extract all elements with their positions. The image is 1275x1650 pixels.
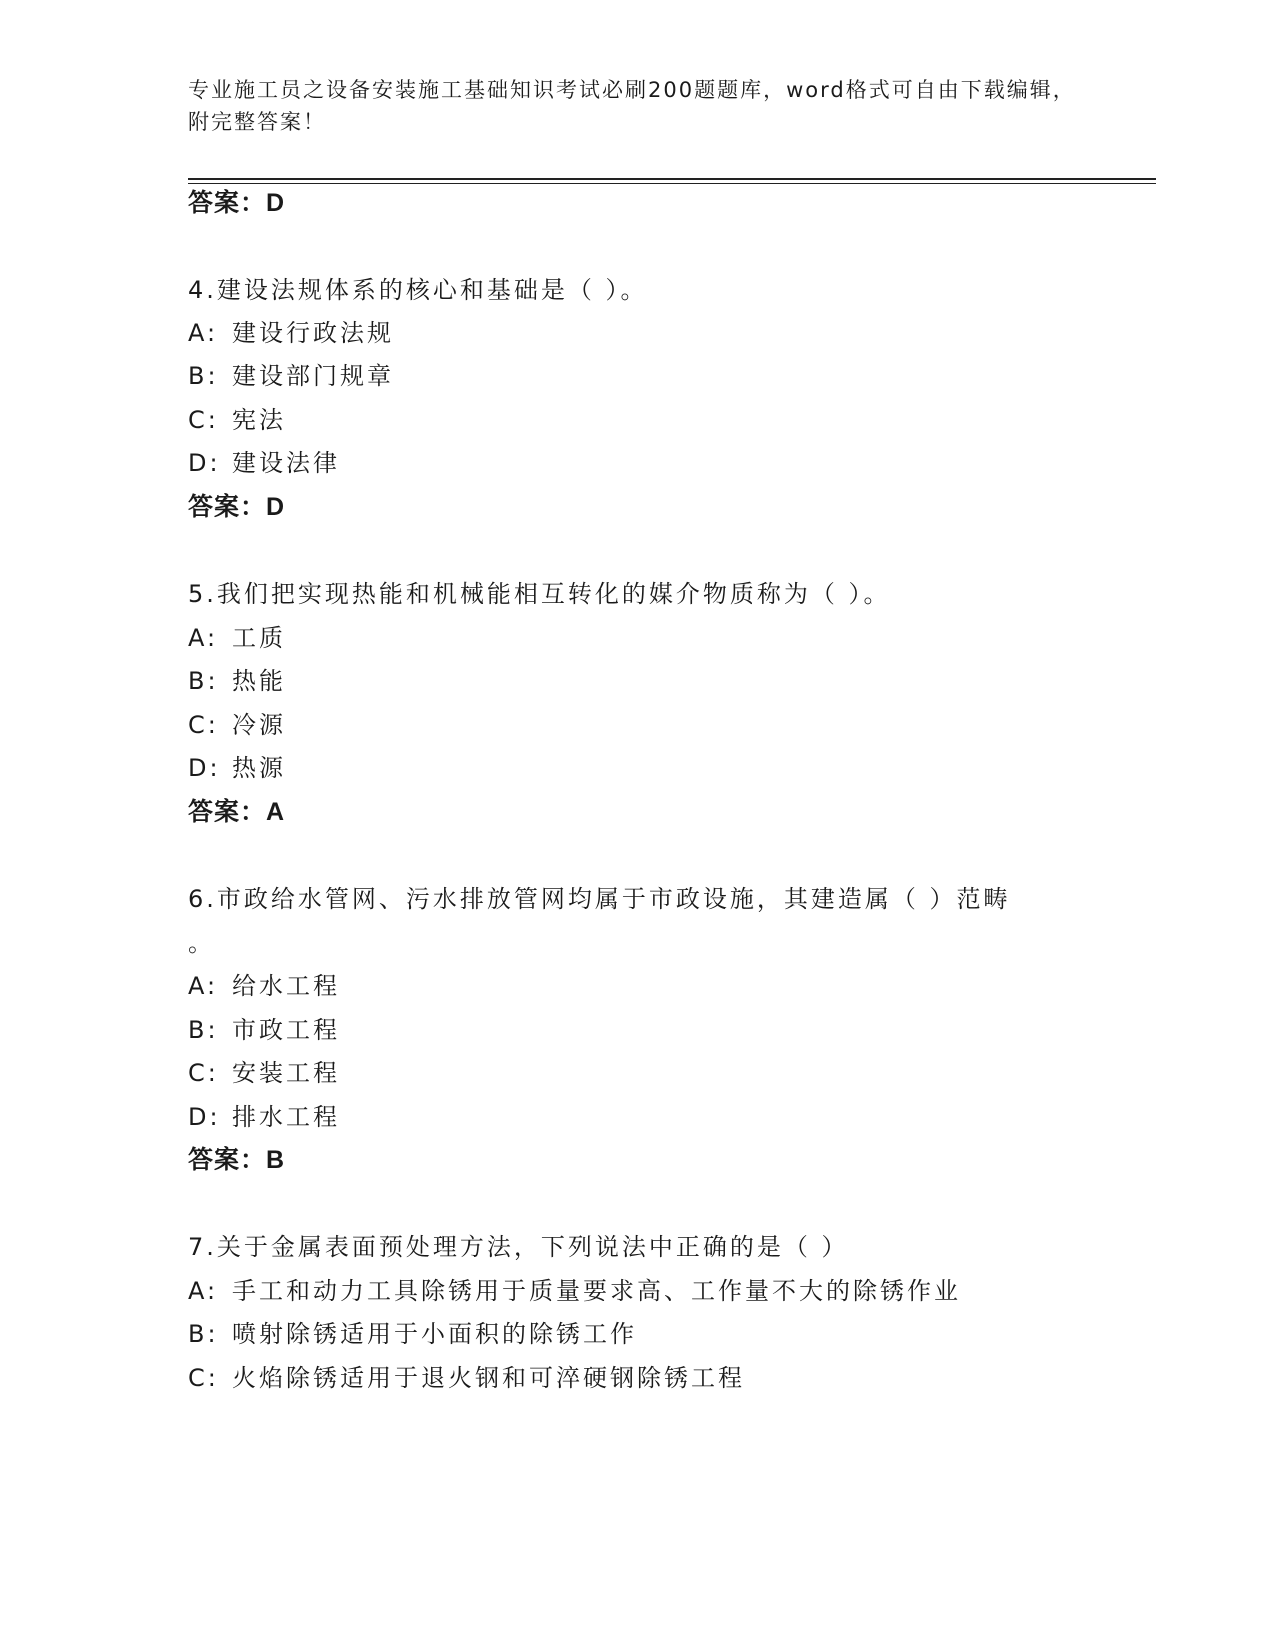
option-text: 火焰除锈适用于退火钢和可淬硬钢除锈工程: [232, 1364, 745, 1392]
question-4-stem: 4.建设法规体系的核心和基础是（ ）。: [188, 276, 648, 304]
option-letter: B:: [188, 1016, 219, 1044]
option-text: 市政工程: [232, 1016, 340, 1044]
option-text: 手工和动力工具除锈用于质量要求高、工作量不大的除锈作业: [232, 1277, 961, 1305]
header-divider-thick: [188, 178, 1156, 180]
question-4-option-c: [188, 403, 286, 437]
option-text: 建设部门规章: [232, 362, 394, 390]
option-letter: D:: [188, 1103, 221, 1131]
option-letter: D:: [188, 754, 221, 782]
question-7-option-b: [188, 1317, 637, 1351]
answer-q5: 答案：A: [188, 798, 286, 826]
option-letter: C:: [188, 1364, 219, 1392]
header-divider-thin: [188, 183, 1156, 184]
option-letter: D:: [188, 449, 221, 477]
question-5-option-b: [188, 664, 286, 698]
question-7-option-c: [188, 1361, 745, 1395]
question-7-option-a: [188, 1274, 961, 1308]
question-4-option-b: [188, 359, 394, 393]
question-6-option-d: [188, 1100, 340, 1134]
option-letter: C:: [188, 406, 219, 434]
answer-q3: 答案：D: [188, 189, 286, 217]
option-text: 热源: [232, 754, 286, 782]
question-6-stem-line1: 6.市政给水管网、污水排放管网均属于市政设施，其建造属（ ）范畴: [188, 885, 1011, 913]
option-letter: B:: [188, 667, 219, 695]
question-6-option-b: [188, 1013, 340, 1047]
option-text: 建设法律: [232, 449, 340, 477]
option-letter: A:: [188, 1277, 219, 1305]
option-text: 建设行政法规: [232, 319, 394, 347]
question-4-option-a: [188, 316, 394, 350]
option-text: 排水工程: [232, 1103, 340, 1131]
question-6-stem-line2: 。: [188, 929, 215, 957]
option-letter: A:: [188, 319, 219, 347]
answer-q6: 答案：B: [188, 1146, 286, 1174]
option-letter: A:: [188, 972, 219, 1000]
question-7-stem: 7.关于金属表面预处理方法，下列说法中正确的是（ ）: [188, 1233, 849, 1261]
option-letter: B:: [188, 1320, 219, 1348]
option-letter: C:: [188, 711, 219, 739]
option-text: 喷射除锈适用于小面积的除锈工作: [232, 1320, 637, 1348]
option-text: 安装工程: [232, 1059, 340, 1087]
option-letter: C:: [188, 1059, 219, 1087]
question-6-option-c: [188, 1056, 340, 1090]
page-header: 专业施工员之设备安装施工基础知识考试必刷200题题库，word格式可自由下载编辑，附完整答案！: [188, 78, 1076, 134]
option-letter: A:: [188, 624, 219, 652]
question-5-stem: 5.我们把实现热能和机械能相互转化的媒介物质称为（ ）。: [188, 580, 891, 608]
question-6-option-a: [188, 969, 340, 1003]
option-text: 工质: [232, 624, 286, 652]
option-text: 宪法: [232, 406, 286, 434]
option-letter: B:: [188, 362, 219, 390]
question-5-option-d: [188, 751, 286, 785]
option-text: 给水工程: [232, 972, 340, 1000]
answer-q4: 答案：D: [188, 493, 286, 521]
option-text: 热能: [232, 667, 286, 695]
question-4-option-d: [188, 446, 340, 480]
option-text: 冷源: [232, 711, 286, 739]
question-5-option-a: [188, 621, 286, 655]
question-5-option-c: [188, 708, 286, 742]
